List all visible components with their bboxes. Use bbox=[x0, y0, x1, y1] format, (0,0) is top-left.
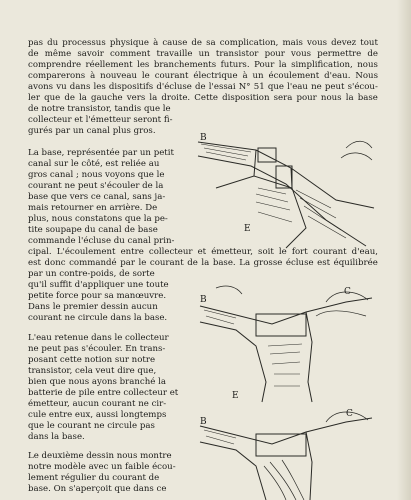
text-line: petite force pour sa manœuvre. bbox=[28, 291, 167, 301]
text-line: Dans le premier dessin aucun bbox=[28, 302, 158, 312]
text-line: collecteur et l'émetteur seront fi- bbox=[28, 115, 173, 125]
word: l'essai bbox=[208, 82, 236, 92]
word: entre bbox=[120, 247, 144, 257]
word: transistor bbox=[215, 49, 259, 59]
text-line: L'eau retenue dans le collecteur bbox=[28, 333, 169, 343]
word: permettre bbox=[317, 49, 362, 59]
text-line: posant cette notion sur notre bbox=[28, 355, 156, 365]
word: futurs. bbox=[220, 60, 250, 70]
word: que bbox=[44, 93, 61, 103]
text-line: notre modèle avec un faible écou- bbox=[28, 462, 176, 472]
word: complication, bbox=[219, 38, 279, 48]
text-line: plus, nous constatons que la pe- bbox=[28, 214, 168, 224]
word: savoir bbox=[77, 49, 104, 59]
text-line: cule entre eux, aussi longtemps bbox=[28, 410, 167, 420]
word: mais bbox=[282, 38, 303, 48]
word: N° bbox=[238, 82, 251, 92]
word: pour bbox=[296, 93, 317, 103]
figure-label-b: B bbox=[200, 295, 207, 305]
word: gauche bbox=[91, 93, 123, 103]
word: physique bbox=[109, 38, 149, 48]
word: même bbox=[44, 49, 72, 59]
word: pas bbox=[28, 38, 44, 48]
text-line: base que vers ce canal, sans ja- bbox=[28, 192, 166, 202]
text-line: émetteur, aucun courant ne cir- bbox=[28, 399, 167, 409]
word: Pour bbox=[254, 60, 275, 70]
word: que bbox=[267, 82, 284, 92]
word: vers bbox=[126, 93, 146, 103]
word: de bbox=[64, 93, 75, 103]
word: électrique bbox=[193, 71, 238, 81]
text-line: gurés par un canal plus gros. bbox=[28, 126, 156, 136]
word: Nous bbox=[355, 71, 378, 81]
word: nouveau bbox=[100, 71, 137, 81]
word: les bbox=[137, 60, 150, 70]
word: travaille bbox=[156, 49, 193, 59]
word: la bbox=[278, 60, 287, 70]
word: peut bbox=[324, 82, 345, 92]
text-line: bien que nous ayons branché la bbox=[28, 377, 166, 387]
figure-sluice-1 bbox=[196, 128, 376, 250]
word: à bbox=[242, 71, 248, 81]
figure-label-c: C bbox=[344, 287, 351, 297]
text-line: Le deuxième dessin nous montre bbox=[28, 451, 172, 461]
word: tout bbox=[360, 38, 378, 48]
figure-label-b: B bbox=[200, 417, 207, 427]
text-line: courant ne peut s'écouler de la bbox=[28, 181, 164, 191]
word: s'écou- bbox=[347, 82, 378, 92]
sluice-illustration-2 bbox=[196, 282, 376, 404]
figure-label-e: E bbox=[244, 224, 251, 234]
word: pour bbox=[264, 49, 285, 59]
text-line: mais retourner en arrière. De bbox=[28, 203, 158, 213]
word: L'écoulement bbox=[56, 247, 116, 257]
figure-label-b: B bbox=[200, 133, 207, 143]
text-line bbox=[28, 60, 378, 71]
word: la bbox=[149, 93, 158, 103]
word: d'eau. bbox=[324, 71, 351, 81]
word: vous bbox=[307, 38, 328, 48]
word: cipal. bbox=[28, 247, 52, 257]
text-line: lement régulier du courant de bbox=[28, 473, 160, 483]
word: par bbox=[120, 258, 135, 268]
word: réellement bbox=[85, 60, 133, 70]
word: est bbox=[28, 258, 41, 268]
word: vous bbox=[291, 49, 312, 59]
text-line: gros canal ; nous voyons que le bbox=[28, 170, 165, 180]
word: un bbox=[198, 49, 210, 59]
word: la bbox=[79, 93, 87, 103]
word: comparerons bbox=[28, 71, 86, 81]
word: les bbox=[93, 82, 106, 92]
word: de bbox=[191, 38, 202, 48]
figure-sluice-2 bbox=[196, 282, 376, 404]
word: un bbox=[252, 71, 264, 81]
text-line bbox=[28, 38, 378, 49]
word: simplification, bbox=[291, 60, 353, 70]
word: branchements bbox=[153, 60, 217, 70]
word: sa bbox=[206, 38, 216, 48]
word: 51 bbox=[253, 82, 265, 92]
word: comment bbox=[109, 49, 151, 59]
word: d'écluse bbox=[156, 82, 192, 92]
word: La bbox=[239, 258, 251, 268]
word: la bbox=[201, 258, 210, 268]
figure-label-e: E bbox=[232, 391, 239, 401]
sluice-illustration-3 bbox=[196, 404, 376, 500]
word: le bbox=[278, 247, 287, 257]
text-line: qu'il suffit d'appliquer une toute bbox=[28, 280, 169, 290]
text-line bbox=[28, 82, 378, 93]
word: ler bbox=[28, 93, 40, 103]
word: donc bbox=[44, 258, 66, 268]
word: le bbox=[138, 258, 147, 268]
word: émetteur, bbox=[211, 247, 253, 257]
figure-label-c: C bbox=[346, 409, 353, 419]
page-shadow-edge bbox=[397, 0, 411, 500]
word: ne bbox=[311, 82, 322, 92]
word: base. bbox=[212, 258, 236, 268]
word: de bbox=[195, 82, 206, 92]
word: vu bbox=[56, 82, 67, 92]
text-line: La base, représentée par un petit bbox=[28, 148, 174, 158]
word: nous bbox=[357, 60, 378, 70]
word: sera bbox=[273, 93, 293, 103]
word: de bbox=[28, 49, 39, 59]
text-line bbox=[28, 49, 378, 60]
text-line: de notre transistor, tandis que le bbox=[28, 104, 171, 114]
word: collecteur bbox=[148, 247, 193, 257]
word: et bbox=[197, 247, 207, 257]
text-line bbox=[28, 258, 378, 269]
word: droite. bbox=[161, 93, 191, 103]
word: du bbox=[47, 38, 59, 48]
word: fort bbox=[291, 247, 308, 257]
text-line: courant ne circule dans la base. bbox=[28, 313, 168, 323]
word: cause bbox=[162, 38, 188, 48]
word: disposition bbox=[222, 93, 270, 103]
word: de bbox=[367, 49, 378, 59]
word: à bbox=[90, 71, 96, 81]
word: la bbox=[345, 93, 354, 103]
word: écoulement bbox=[268, 71, 320, 81]
word: équilibrée bbox=[333, 258, 378, 268]
word: écluse bbox=[285, 258, 314, 268]
word: avons bbox=[28, 82, 54, 92]
text-line bbox=[28, 93, 378, 104]
word: soit bbox=[258, 247, 274, 257]
figure-sluice-3 bbox=[196, 404, 376, 500]
text-line: commande l'écluse du canal prin- bbox=[28, 236, 175, 246]
word: à bbox=[153, 38, 159, 48]
word: l'eau bbox=[287, 82, 308, 92]
text-line: transistor, cela veut dire que, bbox=[28, 366, 157, 376]
word: d'eau, bbox=[351, 247, 378, 257]
text-line: dans la base. bbox=[28, 432, 85, 442]
word: est bbox=[317, 258, 331, 268]
word: dans bbox=[69, 82, 91, 92]
text-line: canal sur le côté, est reliée au bbox=[28, 159, 160, 169]
sluice-illustration-1 bbox=[196, 128, 376, 250]
word: devez bbox=[331, 38, 357, 48]
word: courant bbox=[154, 71, 189, 81]
text-line: que le courant ne circule pas bbox=[28, 421, 155, 431]
word: base bbox=[357, 93, 378, 103]
text-line: base. On s'aperçoit que dans ce bbox=[28, 484, 167, 494]
word: dispositifs bbox=[108, 82, 154, 92]
word: grosse bbox=[253, 258, 283, 268]
word: nous bbox=[320, 93, 342, 103]
word: Cette bbox=[194, 93, 218, 103]
text-line: par un contre-poids, de sorte bbox=[28, 269, 155, 279]
text-line bbox=[28, 71, 378, 82]
word: comprendre bbox=[28, 60, 82, 70]
text-line: batterie de pile entre collecteur et bbox=[28, 388, 179, 398]
word: commandé bbox=[69, 258, 117, 268]
word: de bbox=[187, 258, 198, 268]
word: courant bbox=[149, 258, 184, 268]
word: processus bbox=[62, 38, 106, 48]
word: le bbox=[141, 71, 150, 81]
text-line: tite soupape du canal de base bbox=[28, 225, 158, 235]
text-line: ne peut pas s'écouler. En trans- bbox=[28, 344, 166, 354]
word: courant bbox=[312, 247, 347, 257]
